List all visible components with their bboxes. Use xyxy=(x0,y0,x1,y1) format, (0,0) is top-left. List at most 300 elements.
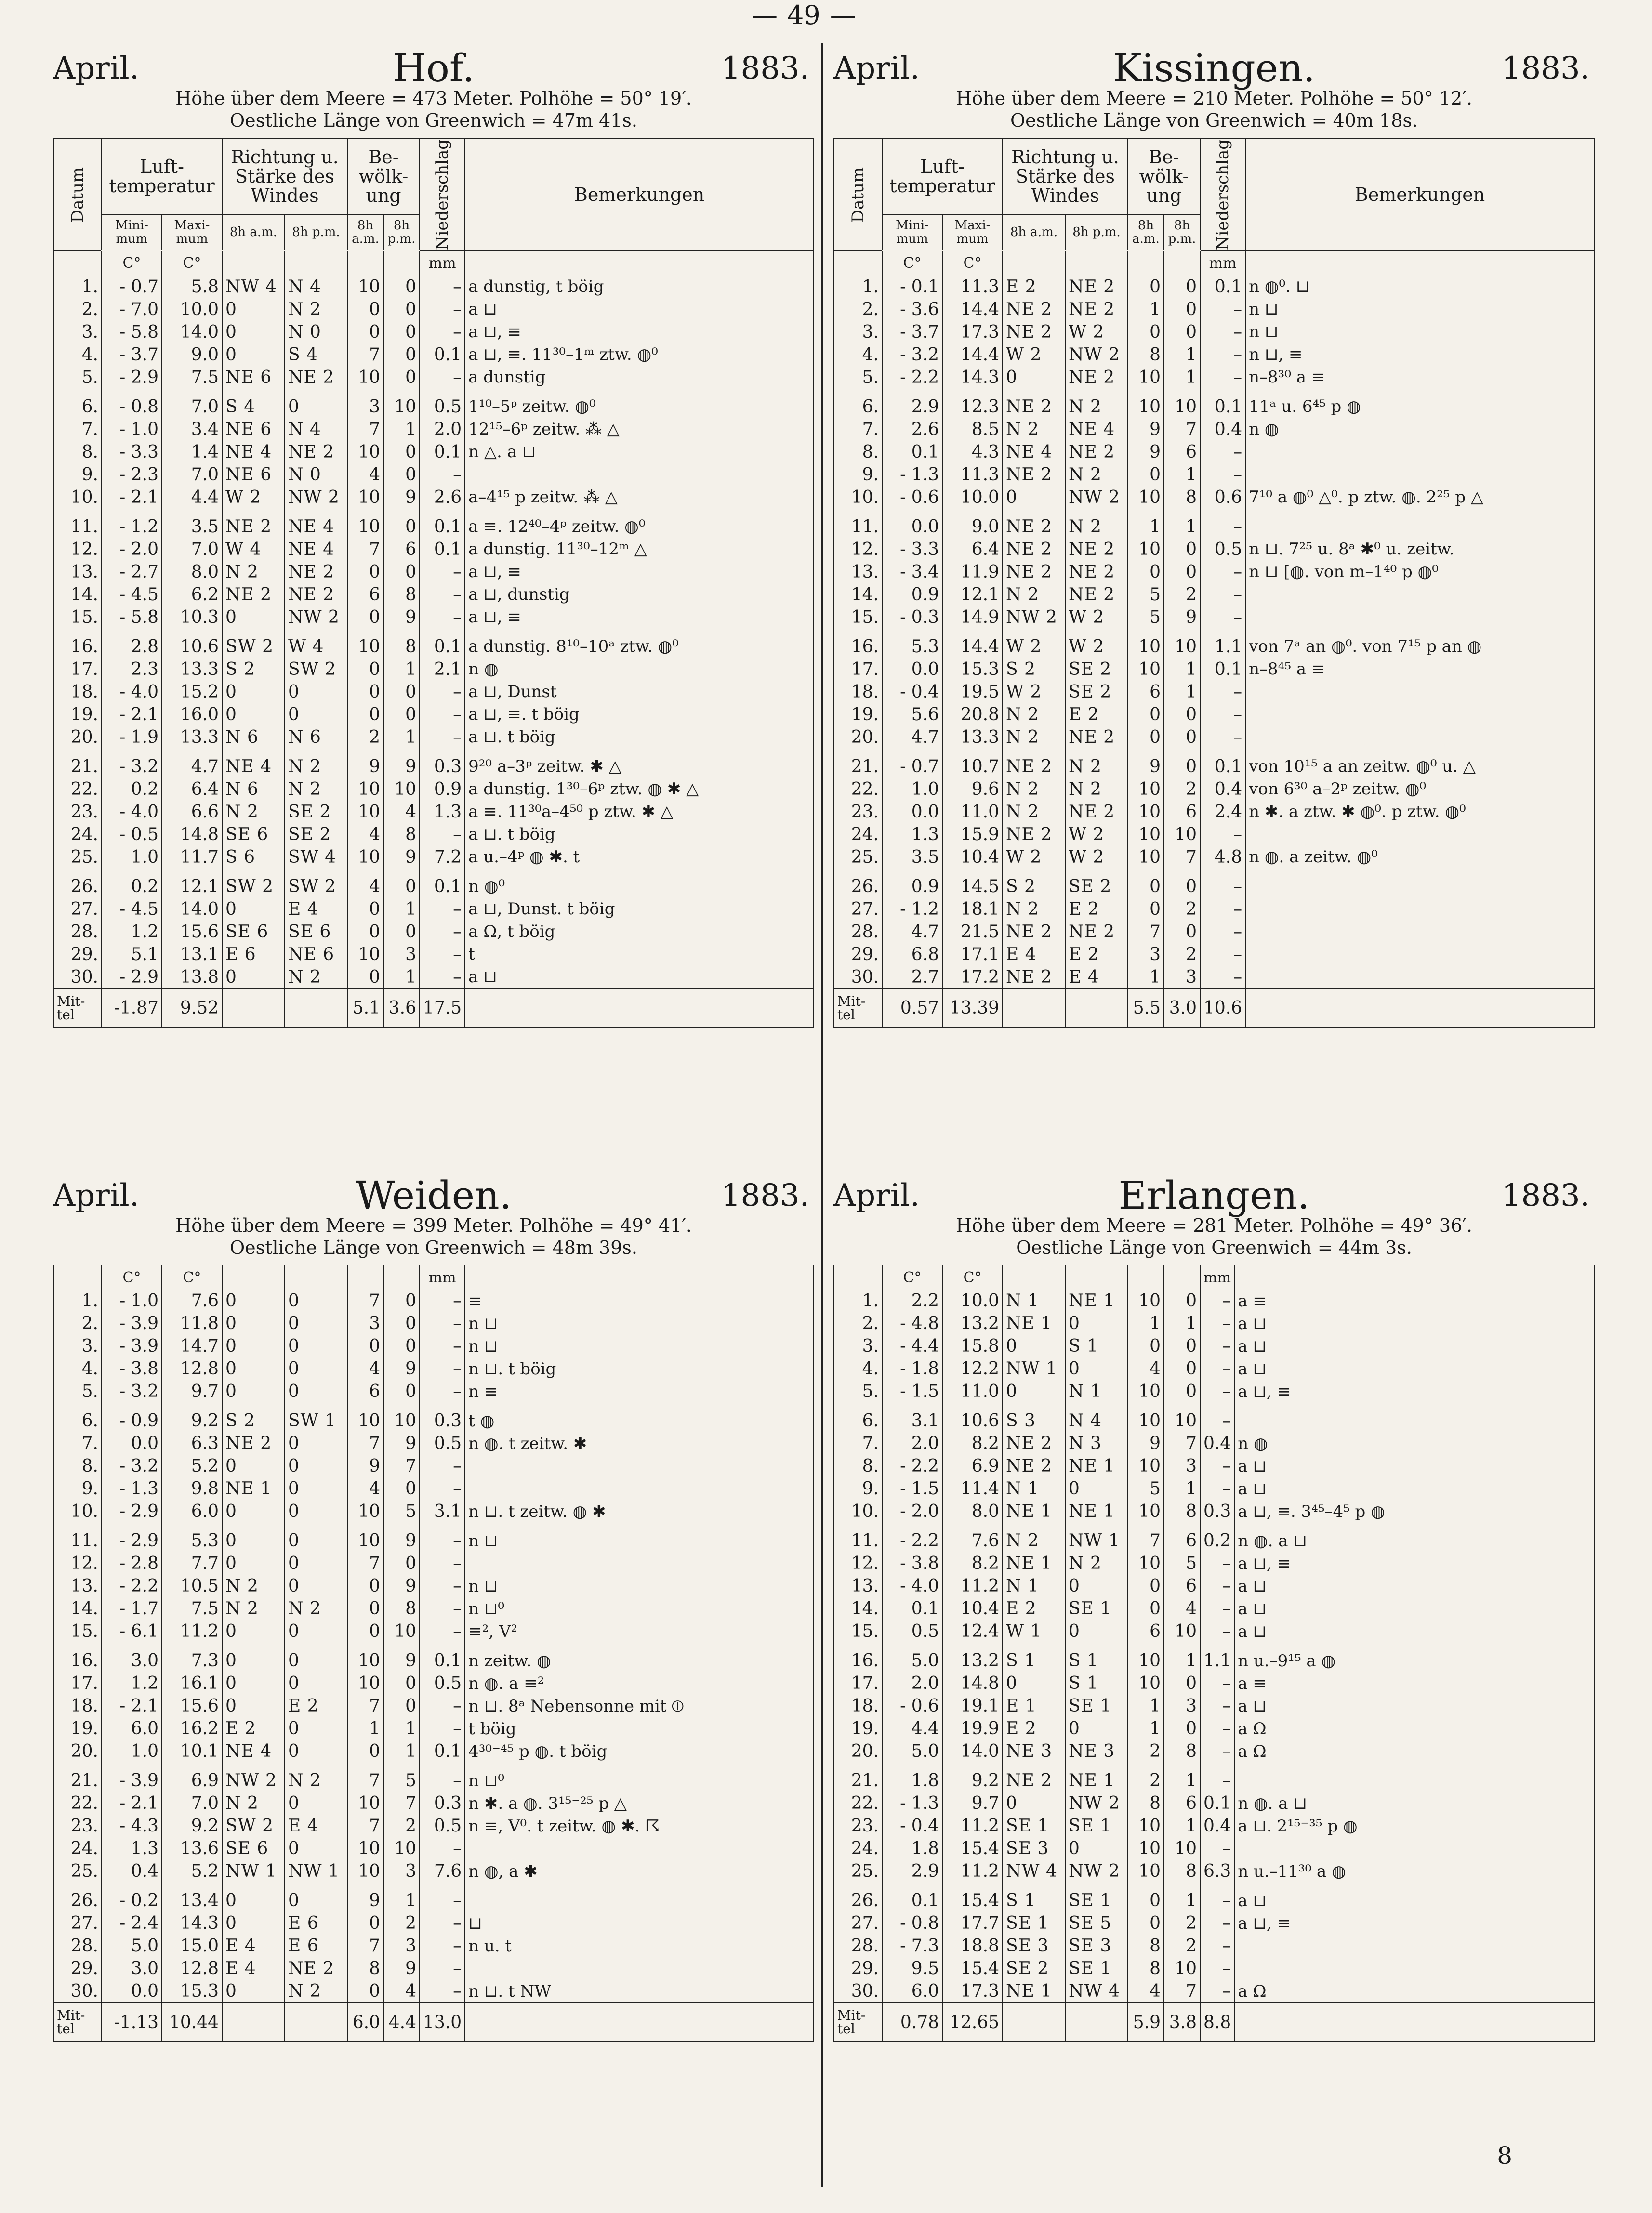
cloud-pm: 0 xyxy=(383,1335,420,1357)
wind-pm: S 4 xyxy=(285,343,347,366)
wind-pm: E 4 xyxy=(285,1815,347,1837)
precipitation: – xyxy=(1200,681,1245,703)
table-row xyxy=(53,635,814,658)
wind-pm: 0 xyxy=(285,1717,347,1740)
cloud-pm: 9 xyxy=(383,1529,420,1552)
table-row xyxy=(53,943,814,966)
wind-am: 0 xyxy=(222,703,285,726)
wind-am: E 2 xyxy=(1003,1597,1065,1620)
wind-am: 0 xyxy=(1003,366,1065,389)
longitude: Oestliche Länge von Greenwich = 40m 18s. xyxy=(1010,110,1418,131)
day: 14. xyxy=(53,583,102,606)
cloud-am: 10 xyxy=(1128,395,1164,418)
day: 28. xyxy=(834,1935,882,1957)
cloud-pm: 10 xyxy=(383,395,420,418)
longitude: Oestliche Länge von Greenwich = 44m 3s. xyxy=(1016,1237,1412,1258)
station-name: Kissingen. xyxy=(1112,46,1316,91)
precipitation: 7.6 xyxy=(420,1860,465,1883)
temp-max: 11.2 xyxy=(942,1815,1003,1837)
wind-am: N 2 xyxy=(222,1597,285,1620)
wind-am: N 2 xyxy=(222,561,285,583)
wind-am: 0 xyxy=(222,1889,285,1912)
cloud-am: 9 xyxy=(1128,441,1164,463)
day: 3. xyxy=(834,1335,882,1357)
wind-pm: NE 1 xyxy=(1065,1290,1128,1312)
cloud-am: 10 xyxy=(1128,1290,1164,1312)
wind-am: SE 6 xyxy=(222,823,285,846)
temp-min: - 3.7 xyxy=(882,321,942,343)
temp-min: - 3.3 xyxy=(882,538,942,561)
mean-temp-max: 10.44 xyxy=(162,2003,222,2042)
table-row xyxy=(53,1717,814,1740)
observation-table xyxy=(53,1265,814,2042)
precipitation: – xyxy=(420,1380,465,1403)
temp-max: 13.4 xyxy=(162,1889,222,1912)
temp-min: - 0.9 xyxy=(102,1409,162,1432)
cloud-pm: 1 xyxy=(1164,343,1200,366)
cloud-am: 9 xyxy=(347,1455,383,1477)
unit-celsius: C° xyxy=(882,1265,942,1290)
mean-label: Mit- tel xyxy=(834,989,882,1027)
remarks: ≡², V² xyxy=(465,1620,814,1643)
temp-max: 16.1 xyxy=(162,1672,222,1695)
cloud-am: 0 xyxy=(1128,1575,1164,1597)
mean-temp-max: 12.65 xyxy=(942,2003,1003,2042)
temp-max: 5.2 xyxy=(162,1455,222,1477)
cloud-am: 0 xyxy=(347,1980,383,2003)
remarks: a ⊔. t böig xyxy=(465,726,814,749)
wind-pm: 0 xyxy=(285,1672,347,1695)
cloud-am: 7 xyxy=(347,1935,383,1957)
precipitation: 0.1 xyxy=(420,1740,465,1763)
cloud-am: 10 xyxy=(347,515,383,538)
observation-table xyxy=(833,138,1595,1028)
precipitation: 0.3 xyxy=(420,1409,465,1432)
cloud-pm: 3 xyxy=(1164,966,1200,989)
temp-min: - 3.9 xyxy=(102,1312,162,1335)
day: 23. xyxy=(53,1815,102,1837)
wind-pm: E 6 xyxy=(285,1935,347,1957)
precipitation: – xyxy=(420,1312,465,1335)
precipitation: – xyxy=(1200,1380,1234,1403)
remarks: n ⊔. 8ᵃ Nebensonne mit ⦶ xyxy=(465,1695,814,1717)
temp-max: 9.2 xyxy=(942,1769,1003,1792)
table-row xyxy=(834,1432,1594,1455)
precipitation: – xyxy=(1200,1455,1234,1477)
cloud-am: 10 xyxy=(347,1837,383,1860)
cloud-am: 10 xyxy=(347,943,383,966)
temp-max: 10.5 xyxy=(162,1575,222,1597)
table-row xyxy=(834,1912,1594,1935)
temp-min: - 0.6 xyxy=(882,1695,942,1717)
precipitation: – xyxy=(420,726,465,749)
temp-min: - 4.0 xyxy=(882,1575,942,1597)
temp-max: 7.7 xyxy=(162,1552,222,1575)
cloud-pm: 3 xyxy=(383,1935,420,1957)
remarks xyxy=(1234,1837,1594,1860)
unit-celsius: C° xyxy=(162,1265,222,1290)
mean-row xyxy=(53,2003,814,2042)
temp-max: 13.8 xyxy=(162,966,222,989)
precipitation: 0.1 xyxy=(420,343,465,366)
temp-min: - 3.9 xyxy=(102,1335,162,1357)
table-row xyxy=(53,1552,814,1575)
cloud-am: 9 xyxy=(1128,755,1164,778)
unit-celsius: C° xyxy=(162,250,222,276)
wind-am: NW 1 xyxy=(222,1860,285,1883)
precipitation: – xyxy=(420,1695,465,1717)
table-row xyxy=(834,898,1594,921)
wind-am: W 2 xyxy=(1003,635,1065,658)
observation-table xyxy=(53,138,814,1028)
wind-pm: W 2 xyxy=(1065,635,1128,658)
wind-pm: N 3 xyxy=(1065,1432,1128,1455)
temp-min: - 1.9 xyxy=(102,726,162,749)
cloud-pm: 1 xyxy=(383,898,420,921)
cloud-am: 10 xyxy=(347,1672,383,1695)
temp-min: - 2.1 xyxy=(102,703,162,726)
day: 17. xyxy=(53,1672,102,1695)
temp-max: 11.3 xyxy=(942,276,1003,298)
cloud-pm: 0 xyxy=(383,561,420,583)
day: 8. xyxy=(53,1455,102,1477)
wind-pm: NE 2 xyxy=(285,441,347,463)
temp-max: 6.0 xyxy=(162,1500,222,1523)
wind-pm: NE 2 xyxy=(285,1957,347,1980)
cloud-am: 1 xyxy=(1128,515,1164,538)
wind-am: E 4 xyxy=(222,1935,285,1957)
cloud-pm: 0 xyxy=(383,1695,420,1717)
precipitation: – xyxy=(420,1290,465,1312)
cloud-pm: 4 xyxy=(1164,1597,1200,1620)
day: 20. xyxy=(834,1740,882,1763)
table-row xyxy=(53,1889,814,1912)
month-label: April. xyxy=(53,51,140,86)
altitude-latitude: Höhe über dem Meere = 281 Meter. Polhöhe = 49° 36′. xyxy=(956,1215,1472,1236)
wind-am: NE 2 xyxy=(1003,755,1065,778)
precipitation: – xyxy=(420,1477,465,1500)
remarks: a ⊔ xyxy=(465,966,814,989)
table-row xyxy=(53,1935,814,1957)
temp-max: 14.5 xyxy=(942,875,1003,898)
wind-pm: 0 xyxy=(1065,1312,1128,1335)
temp-min: - 6.1 xyxy=(102,1620,162,1643)
remarks xyxy=(1234,1957,1594,1980)
header-cloud-pm: 8h p.m. xyxy=(383,214,420,250)
cloud-pm: 0 xyxy=(1164,921,1200,943)
day: 26. xyxy=(834,1889,882,1912)
temp-min: 0.2 xyxy=(102,875,162,898)
day: 5. xyxy=(53,366,102,389)
table-row xyxy=(53,1380,814,1403)
day: 22. xyxy=(834,778,882,801)
temp-max: 15.4 xyxy=(942,1837,1003,1860)
precipitation: 0.1 xyxy=(420,1649,465,1672)
cloud-pm: 0 xyxy=(383,681,420,703)
wind-am: NE 4 xyxy=(222,755,285,778)
header-niederschlag: Niederschlag xyxy=(1200,139,1245,250)
cloud-pm: 0 xyxy=(383,343,420,366)
cloud-am: 8 xyxy=(1128,1935,1164,1957)
cloud-am: 4 xyxy=(347,463,383,486)
day: 22. xyxy=(53,778,102,801)
temp-min: - 4.4 xyxy=(882,1335,942,1357)
table-row xyxy=(53,418,814,441)
temp-max: 17.3 xyxy=(942,321,1003,343)
cloud-pm: 1 xyxy=(383,418,420,441)
remarks: a dunstig xyxy=(465,366,814,389)
cloud-am: 10 xyxy=(347,1500,383,1523)
table-row xyxy=(53,921,814,943)
day: 20. xyxy=(53,726,102,749)
temp-min: - 3.2 xyxy=(882,343,942,366)
table-row xyxy=(53,606,814,629)
temp-max: 14.3 xyxy=(162,1912,222,1935)
mean-precipitation: 10.6 xyxy=(1200,989,1245,1027)
header-wind-am: 8h a.m. xyxy=(222,214,285,250)
remarks: a ⊔ xyxy=(1234,1477,1594,1500)
temp-max: 13.3 xyxy=(162,658,222,681)
temp-max: 11.0 xyxy=(942,1380,1003,1403)
wind-pm: 0 xyxy=(285,1335,347,1357)
wind-am: SE 1 xyxy=(1003,1912,1065,1935)
temp-max: 12.2 xyxy=(942,1357,1003,1380)
wind-pm: NE 3 xyxy=(1065,1740,1128,1763)
temp-min: 4.4 xyxy=(882,1717,942,1740)
day: 26. xyxy=(53,1889,102,1912)
precipitation: – xyxy=(1200,898,1245,921)
wind-pm: N 2 xyxy=(285,755,347,778)
precipitation: 7.2 xyxy=(420,846,465,869)
table-row xyxy=(834,1552,1594,1575)
precipitation: – xyxy=(420,561,465,583)
cloud-am: 10 xyxy=(347,635,383,658)
remarks: n ⊔ xyxy=(1245,298,1594,321)
cloud-am: 10 xyxy=(1128,823,1164,846)
cloud-am: 0 xyxy=(347,966,383,989)
wind-pm: W 2 xyxy=(1065,846,1128,869)
day: 6. xyxy=(53,1409,102,1432)
wind-am: N 2 xyxy=(1003,801,1065,823)
day: 27. xyxy=(53,1912,102,1935)
cloud-pm: 0 xyxy=(383,1290,420,1312)
unit-celsius: C° xyxy=(102,250,162,276)
day: 25. xyxy=(834,846,882,869)
day: 12. xyxy=(834,538,882,561)
temp-min: 3.0 xyxy=(102,1957,162,1980)
temp-max: 14.4 xyxy=(942,635,1003,658)
wind-am: 0 xyxy=(1003,1792,1065,1815)
cloud-pm: 1 xyxy=(1164,515,1200,538)
table-row xyxy=(834,1380,1594,1403)
day: 10. xyxy=(834,486,882,509)
table-row xyxy=(53,395,814,418)
remarks: a dunstig, t böig xyxy=(465,276,814,298)
cloud-pm: 0 xyxy=(383,515,420,538)
temp-max: 9.0 xyxy=(162,343,222,366)
remarks xyxy=(1234,1769,1594,1792)
temp-max: 4.4 xyxy=(162,486,222,509)
precipitation: – xyxy=(420,1597,465,1620)
cloud-am: 2 xyxy=(347,726,383,749)
wind-pm: N 2 xyxy=(285,1769,347,1792)
day: 8. xyxy=(834,1455,882,1477)
precipitation: 0.1 xyxy=(420,538,465,561)
header-bewoelkung: Be- wölk- ung xyxy=(347,139,420,214)
remarks: a–4¹⁵ p zeitw. ⁂ △ xyxy=(465,486,814,509)
day: 9. xyxy=(53,1477,102,1500)
cloud-pm: 0 xyxy=(383,921,420,943)
wind-pm: NE 2 xyxy=(1065,583,1128,606)
cloud-pm: 5 xyxy=(383,1769,420,1792)
wind-pm: 0 xyxy=(285,1620,347,1643)
temp-max: 4.7 xyxy=(162,755,222,778)
day: 27. xyxy=(834,898,882,921)
cloud-am: 8 xyxy=(347,1957,383,1980)
precipitation: – xyxy=(1200,515,1245,538)
year-label: 1883. xyxy=(1501,51,1590,86)
temp-max: 14.0 xyxy=(162,321,222,343)
precipitation: – xyxy=(1200,1769,1234,1792)
temp-max: 14.4 xyxy=(942,343,1003,366)
precipitation: – xyxy=(420,823,465,846)
cloud-am: 0 xyxy=(1128,1912,1164,1935)
mean-wind-pm xyxy=(1065,2003,1128,2042)
wind-pm: SE 2 xyxy=(285,823,347,846)
cloud-am: 7 xyxy=(347,1815,383,1837)
wind-pm: SE 2 xyxy=(1065,875,1128,898)
cloud-am: 0 xyxy=(347,1575,383,1597)
day: 5. xyxy=(834,366,882,389)
wind-pm: SE 5 xyxy=(1065,1912,1128,1935)
day: 14. xyxy=(834,1597,882,1620)
month-label: April. xyxy=(53,1178,140,1213)
cloud-am: 10 xyxy=(1128,1409,1164,1432)
temp-max: 10.4 xyxy=(942,1597,1003,1620)
cloud-am: 0 xyxy=(347,898,383,921)
table-row xyxy=(834,366,1594,389)
temp-max: 10.0 xyxy=(942,486,1003,509)
altitude-latitude: Höhe über dem Meere = 210 Meter. Polhöhe = 50° 12′. xyxy=(956,88,1472,109)
wind-am: E 2 xyxy=(1003,276,1065,298)
remarks: a ≡. 12⁴⁰–4ᵖ zeitw. ◍⁰ xyxy=(465,515,814,538)
wind-am: W 2 xyxy=(1003,846,1065,869)
table-row xyxy=(834,1740,1594,1763)
remarks: a ⊔, ≡. 11³⁰–1ᵐ ztw. ◍⁰ xyxy=(465,343,814,366)
wind-am: 0 xyxy=(222,1290,285,1312)
precipitation: – xyxy=(420,366,465,389)
cloud-pm: 0 xyxy=(383,1672,420,1695)
header-luft: Luft- temperatur xyxy=(102,139,222,214)
remarks: von 10¹⁵ a an zeitw. ◍⁰ u. △ xyxy=(1245,755,1594,778)
wind-pm: 0 xyxy=(285,1575,347,1597)
remarks: a ⊔, ≡. t böig xyxy=(465,703,814,726)
wind-pm: SE 3 xyxy=(1065,1935,1128,1957)
cloud-am: 7 xyxy=(347,1432,383,1455)
temp-min: 0.0 xyxy=(102,1980,162,2003)
precipitation: – xyxy=(420,1529,465,1552)
wind-pm: N 2 xyxy=(1065,778,1128,801)
precipitation: 0.5 xyxy=(420,395,465,418)
cloud-pm: 0 xyxy=(383,441,420,463)
table-row xyxy=(53,1290,814,1312)
station-title xyxy=(833,46,1595,91)
wind-pm: 0 xyxy=(285,1432,347,1455)
wind-am: N 2 xyxy=(1003,583,1065,606)
cloud-pm: 0 xyxy=(383,1380,420,1403)
precipitation: – xyxy=(420,298,465,321)
wind-pm: NW 1 xyxy=(1065,1529,1128,1552)
temp-min: 5.0 xyxy=(882,1649,942,1672)
temp-min: - 7.3 xyxy=(882,1935,942,1957)
cloud-pm: 1 xyxy=(383,658,420,681)
precipitation: – xyxy=(1200,823,1245,846)
wind-am: NE 1 xyxy=(1003,1312,1065,1335)
temp-max: 7.0 xyxy=(162,395,222,418)
temp-min: 5.3 xyxy=(882,635,942,658)
temp-max: 11.8 xyxy=(162,1312,222,1335)
wind-am: SE 3 xyxy=(1003,1837,1065,1860)
wind-pm: 0 xyxy=(285,1455,347,1477)
wind-am: 0 xyxy=(222,343,285,366)
mean-wind-am xyxy=(222,2003,285,2042)
table-row xyxy=(834,276,1594,298)
cloud-am: 10 xyxy=(1128,366,1164,389)
wind-pm: N 2 xyxy=(285,1597,347,1620)
cloud-pm: 10 xyxy=(383,778,420,801)
cloud-pm: 1 xyxy=(383,966,420,989)
cloud-pm: 2 xyxy=(1164,583,1200,606)
cloud-pm: 0 xyxy=(1164,561,1200,583)
wind-am: 0 xyxy=(222,1357,285,1380)
remarks: a ⊔, dunstig xyxy=(465,583,814,606)
cloud-am: 10 xyxy=(1128,1500,1164,1523)
wind-am: N 2 xyxy=(1003,1529,1065,1552)
table-row xyxy=(834,1769,1594,1792)
temp-max: 12.1 xyxy=(942,583,1003,606)
wind-pm: 0 xyxy=(285,1357,347,1380)
temp-min: 3.5 xyxy=(882,846,942,869)
temp-max: 14.4 xyxy=(942,298,1003,321)
wind-pm: 0 xyxy=(285,703,347,726)
wind-am: NE 6 xyxy=(222,366,285,389)
temp-min: 0.5 xyxy=(882,1620,942,1643)
cloud-am: 10 xyxy=(1128,1455,1164,1477)
table-row xyxy=(834,658,1594,681)
wind-am: NE 2 xyxy=(1003,966,1065,989)
temp-max: 9.6 xyxy=(942,778,1003,801)
cloud-am: 6 xyxy=(347,583,383,606)
temp-max: 14.8 xyxy=(162,823,222,846)
mean-wind-am xyxy=(222,989,285,1027)
table-row xyxy=(53,1912,814,1935)
temp-min: - 1.5 xyxy=(882,1477,942,1500)
temp-max: 12.3 xyxy=(942,395,1003,418)
cloud-am: 0 xyxy=(1128,1889,1164,1912)
wind-am: 0 xyxy=(1003,1380,1065,1403)
wind-pm: 0 xyxy=(285,1500,347,1523)
table-row xyxy=(834,778,1594,801)
precipitation: 0.9 xyxy=(420,778,465,801)
cloud-pm: 7 xyxy=(383,1792,420,1815)
cloud-am: 0 xyxy=(1128,276,1164,298)
wind-am: NE 4 xyxy=(222,1740,285,1763)
table-row xyxy=(834,538,1594,561)
table-row xyxy=(53,726,814,749)
temp-max: 20.8 xyxy=(942,703,1003,726)
header-max: Maxi- mum xyxy=(942,214,1003,250)
cloud-am: 5 xyxy=(1128,606,1164,629)
